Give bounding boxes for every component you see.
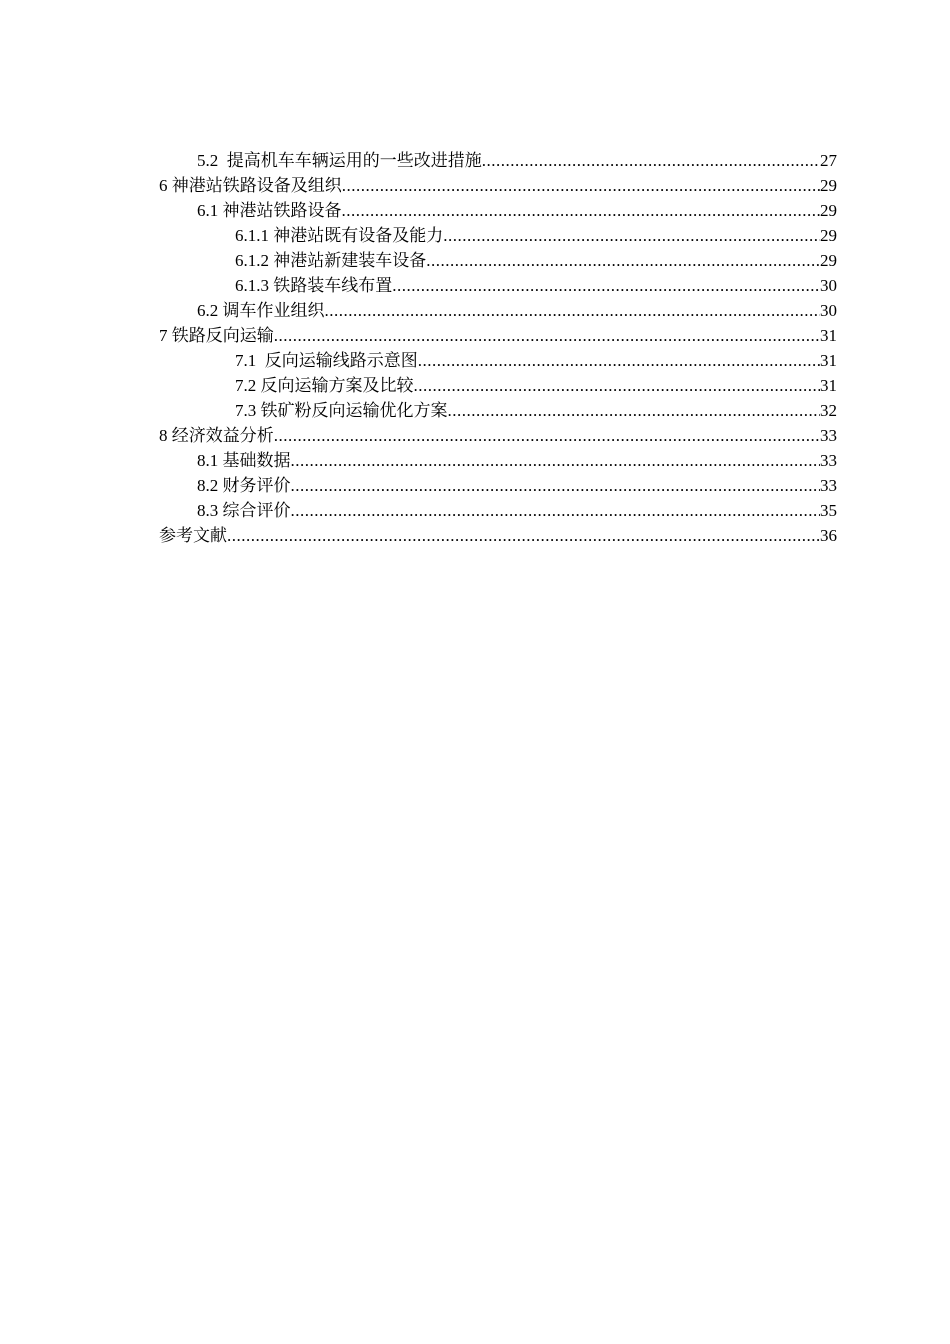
toc-entry-title: 参考文献 [159,526,227,545]
toc-entry-title: 7.3 铁矿粉反向运输优化方案 [235,401,448,420]
toc-page-number: 31 [820,351,837,370]
toc-entry[interactable] [159,323,837,348]
toc-page-number: 29 [820,226,837,245]
toc-entry-title: 6.1.2 神港站新建装车设备 [235,251,427,270]
toc-dot-leader [342,173,820,198]
toc-page-number: 29 [820,176,837,195]
toc-entry-title: 6.1 神港站铁路设备 [197,201,342,220]
toc-dot-leader [414,373,821,398]
toc-dot-leader [227,523,820,548]
toc-entry-title: 8.3 综合评价 [197,501,291,520]
toc-dot-leader [325,298,821,323]
toc-page-number: 31 [820,376,837,395]
toc-dot-leader [291,448,821,473]
toc-entry-title: 8.2 财务评价 [197,476,291,495]
toc-page-number: 27 [820,151,837,170]
toc-entry[interactable] [159,173,837,198]
toc-entry[interactable] [159,498,837,523]
toc-entry[interactable] [159,223,837,248]
toc-page-number: 32 [820,401,837,420]
toc-page-number: 33 [820,476,837,495]
toc-page-number: 33 [820,426,837,445]
toc-entry-title: 6 神港站铁路设备及组织 [159,176,342,195]
toc-page-number: 36 [820,526,837,545]
toc-entry[interactable] [159,523,837,548]
toc-entry[interactable] [159,398,837,423]
toc-entry[interactable] [159,348,837,373]
toc-dot-leader [291,473,821,498]
toc-entry-title: 7.1 反向运输线路示意图 [235,351,418,370]
toc-entry-title: 5.2 提高机车车辆运用的一些改进措施 [197,151,482,170]
toc-entry[interactable] [159,373,837,398]
toc-page-number: 30 [820,301,837,320]
toc-dot-leader [426,248,820,273]
toc-entry-title: 6.1.1 神港站既有设备及能力 [235,226,444,245]
toc-entry-title: 8.1 基础数据 [197,451,291,470]
toc-entry-title: 6.1.3 铁路装车线布置 [235,276,393,295]
toc-dot-leader [392,273,820,298]
toc-entry-title: 8 经济效益分析 [159,426,274,445]
toc-page-number: 29 [820,251,837,270]
toc-entry[interactable] [159,298,837,323]
toc-dot-leader [342,198,821,223]
toc-dot-leader [418,348,820,373]
toc-entry-title: 7 铁路反向运输 [159,326,274,345]
toc-dot-leader [291,498,821,523]
toc-dot-leader [443,223,820,248]
toc-entry-title: 7.2 反向运输方案及比较 [235,376,414,395]
toc-page-number: 35 [820,501,837,520]
toc-dot-leader [274,323,820,348]
toc-page-number: 29 [820,201,837,220]
toc-page-number: 31 [820,326,837,345]
toc-dot-leader [274,423,820,448]
toc-entry[interactable] [159,248,837,273]
toc-entry[interactable] [159,423,837,448]
table-of-contents [159,148,837,548]
toc-entry[interactable] [159,273,837,298]
toc-entry[interactable] [159,148,837,173]
toc-entry[interactable] [159,473,837,498]
toc-page-number: 33 [820,451,837,470]
toc-entry[interactable] [159,448,837,473]
toc-page-number: 30 [820,276,837,295]
toc-entry[interactable] [159,198,837,223]
toc-dot-leader [482,148,820,173]
toc-entry-title: 6.2 调车作业组织 [197,301,325,320]
toc-dot-leader [448,398,821,423]
